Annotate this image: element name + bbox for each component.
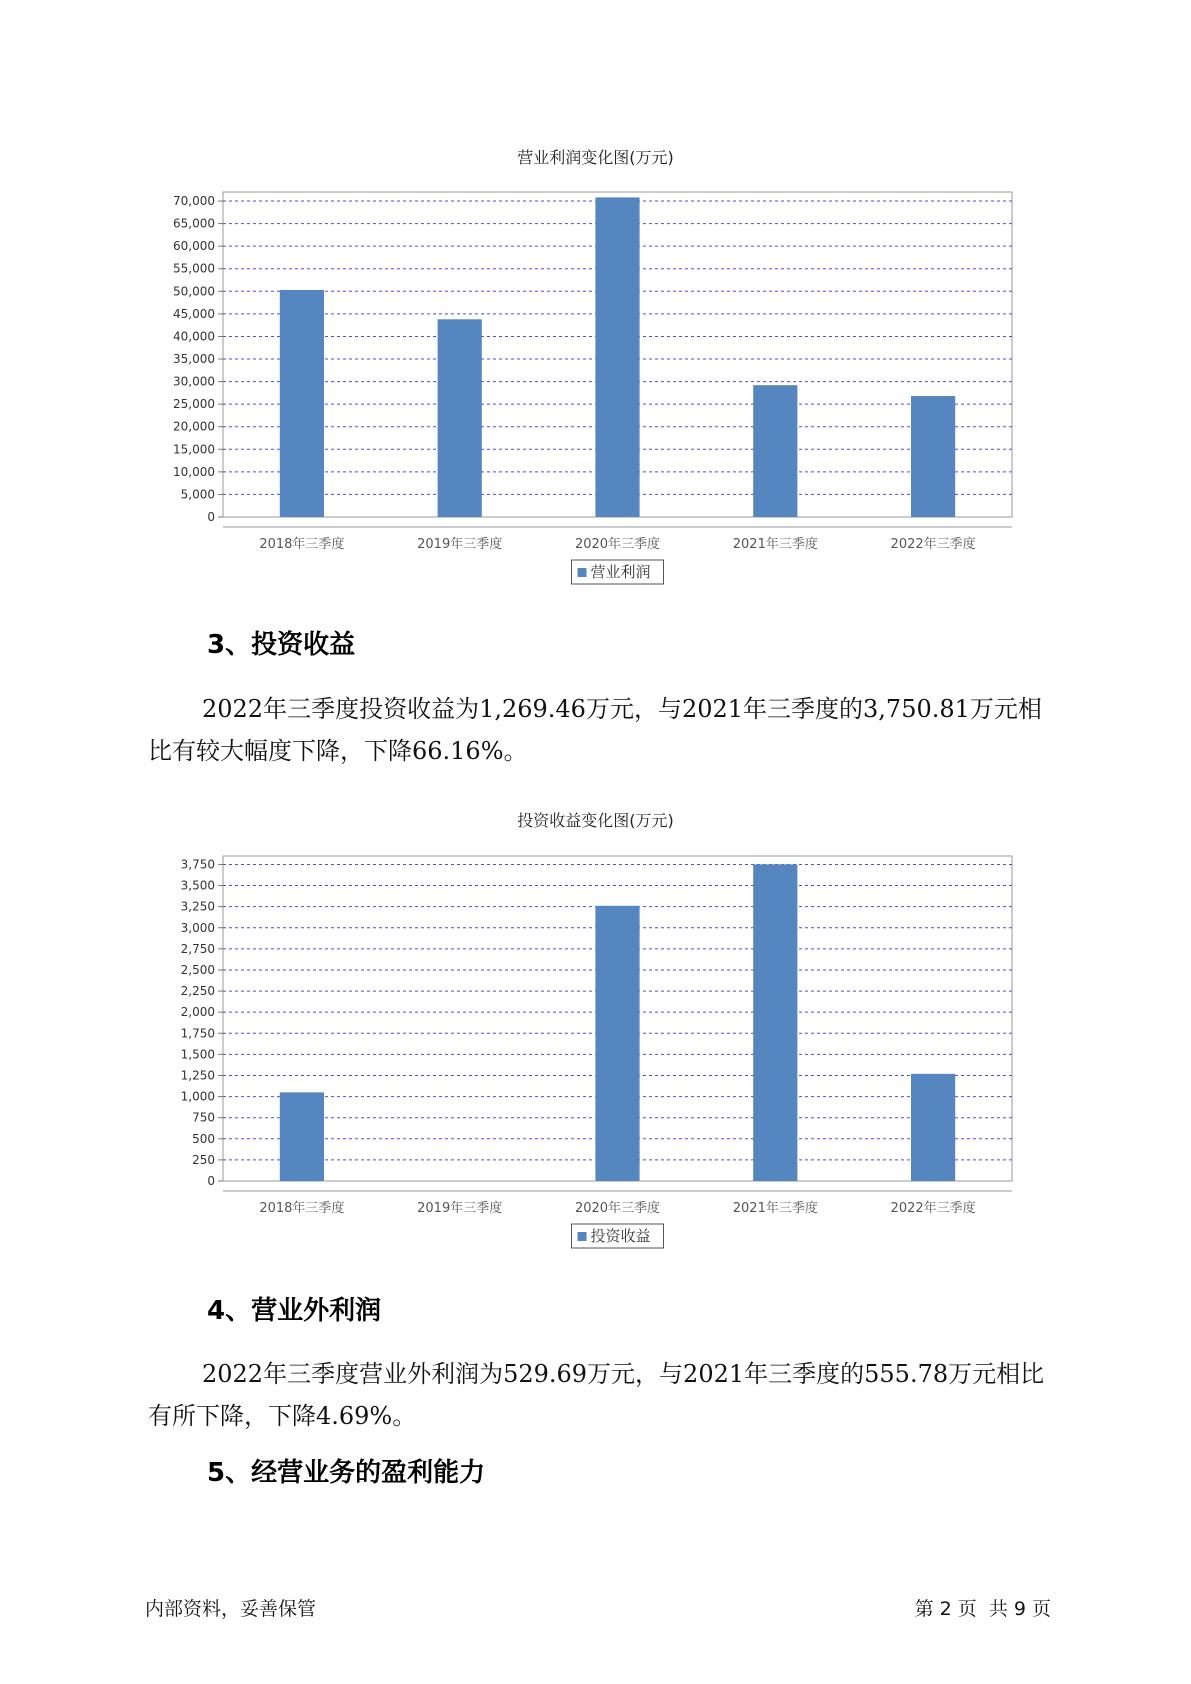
y-tick-label: 5,000 — [180, 487, 215, 502]
y-tick-label: 1,500 — [180, 1047, 215, 1062]
y-tick-label: 35,000 — [173, 352, 215, 367]
y-tick-label: 10,000 — [173, 464, 215, 479]
x-tick-label: 2018年三季度 — [259, 537, 345, 552]
bar — [595, 197, 639, 517]
section3-paragraph — [148, 688, 1053, 772]
operating-profit-chart — [0, 170, 1191, 600]
y-tick-label: 0 — [207, 1174, 215, 1188]
y-tick-label: 55,000 — [173, 261, 215, 276]
y-tick-label: 45,000 — [173, 306, 215, 321]
x-tick-label: 2022年三季度 — [890, 537, 976, 552]
x-tick-label: 2022年三季度 — [890, 1201, 976, 1216]
bar — [753, 864, 797, 1181]
bar — [911, 1074, 955, 1181]
bar — [280, 290, 324, 517]
y-tick-label: 50,000 — [173, 284, 215, 299]
y-tick-label: 1,250 — [180, 1068, 215, 1083]
y-tick-label: 3,000 — [180, 920, 215, 935]
chart2-title: 投资收益变化图(万元) — [517, 811, 674, 830]
x-tick-label: 2020年三季度 — [574, 537, 661, 552]
section4-paragraph — [148, 1353, 1053, 1437]
footer-confidential: 内部资料，妥善保管 — [145, 1598, 317, 1620]
y-tick-label: 70,000 — [173, 194, 215, 209]
bar — [753, 385, 797, 517]
y-tick-label: 25,000 — [173, 397, 215, 412]
y-tick-label: 60,000 — [173, 239, 215, 254]
x-tick-label: 2021年三季度 — [732, 537, 818, 552]
x-tick-label: 2018年三季度 — [259, 1201, 345, 1216]
y-tick-label: 3,750 — [180, 857, 215, 872]
section4-text: 2022年三季度营业外利润为529.69万元，与2021年三季度的555.78万元相比有所下降，下降4.69%。 — [148, 1360, 1045, 1430]
y-tick-label: 15,000 — [173, 442, 215, 457]
chart1-title: 营业利润变化图(万元) — [517, 148, 674, 167]
legend-swatch — [578, 568, 587, 577]
section3-heading: 3、投资收益 — [207, 630, 356, 660]
y-tick-label: 750 — [192, 1110, 215, 1125]
y-tick-label: 0 — [207, 510, 215, 524]
y-tick-label: 3,500 — [180, 878, 215, 893]
y-tick-label: 65,000 — [173, 216, 215, 231]
section4-heading: 4、营业外利润 — [207, 1296, 382, 1326]
bar — [911, 396, 955, 517]
y-tick-label: 2,750 — [180, 941, 215, 956]
investment-income-chart — [0, 834, 1191, 1264]
y-tick-label: 2,500 — [180, 962, 215, 977]
y-tick-label: 1,000 — [180, 1089, 215, 1104]
x-tick-label: 2021年三季度 — [732, 1201, 818, 1216]
y-tick-label: 500 — [192, 1131, 215, 1146]
y-tick-label: 30,000 — [173, 374, 215, 389]
bar — [280, 1092, 324, 1181]
legend-label: 营业利润 — [590, 563, 651, 581]
legend-label: 投资收益 — [590, 1227, 651, 1245]
bar — [438, 319, 482, 517]
footer-page-number: 第 2 页 共 9 页 — [914, 1598, 1051, 1620]
y-tick-label: 3,250 — [180, 899, 215, 914]
x-tick-label: 2020年三季度 — [574, 1201, 661, 1216]
bar — [595, 906, 639, 1181]
y-tick-label: 1,750 — [180, 1026, 215, 1041]
x-tick-label: 2019年三季度 — [417, 1201, 503, 1216]
legend-swatch — [578, 1232, 587, 1241]
section5-heading: 5、经营业务的盈利能力 — [207, 1458, 486, 1488]
y-tick-label: 250 — [192, 1152, 215, 1167]
section3-text: 2022年三季度投资收益为1,269.46万元，与2021年三季度的3,750.81万元相比有较大幅度下降，下降66.16%。 — [148, 695, 1042, 765]
y-tick-label: 2,250 — [180, 984, 215, 999]
y-tick-label: 40,000 — [173, 329, 215, 344]
x-tick-label: 2019年三季度 — [417, 537, 503, 552]
y-tick-label: 2,000 — [180, 1005, 215, 1020]
y-tick-label: 20,000 — [173, 419, 215, 434]
